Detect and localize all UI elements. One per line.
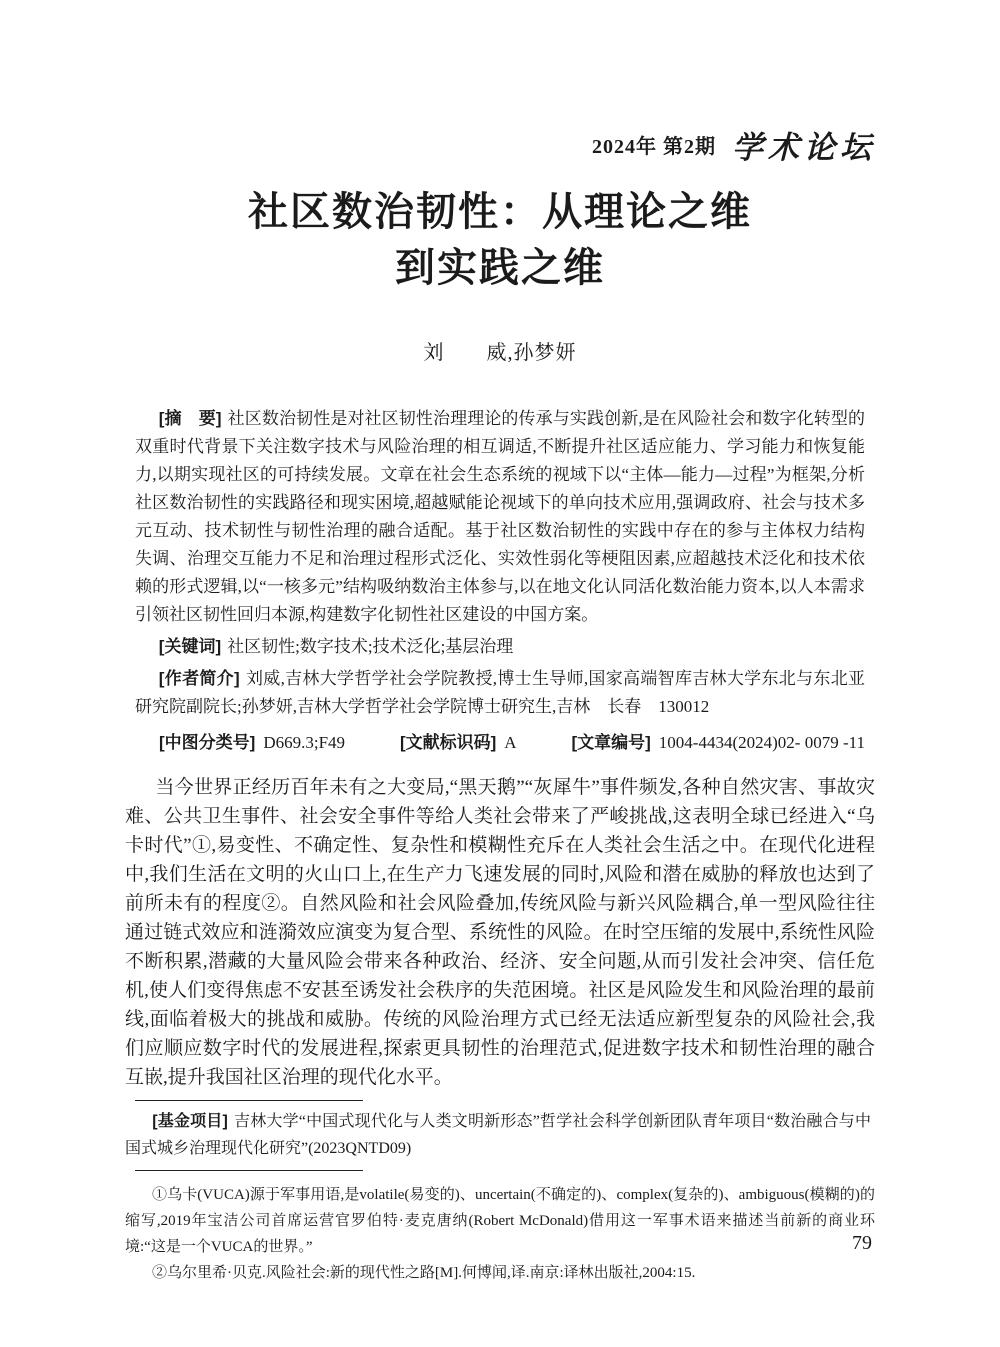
content-column	[125, 405, 875, 1286]
author-bio-label: [作者简介]	[158, 669, 240, 688]
footnote-divider	[135, 1170, 363, 1171]
document-code-value: A	[504, 733, 517, 752]
abstract-text: 社区数治韧性是对社区韧性治理理论的传承与实践创新,是在风险社会和数字化转型的双重时代背景下关注数字技术与风险治理的相互调适,不断提升社区适应能力、学习能力和恢复能力,以期实现社区的可持续发展。文章在社会生态系统的视域下以“主体—能力—过程”为框架,分析社区数治韧性的实践路径和现实困境,超越赋能论视域下的单向技术应用,强调政府、社会与技术多元互动、技术韧性与韧性治理的融合适配。基于社区数治韧性的实践中存在的参与主体权力结构失调、治理交互能力不足和治理过程形式泛化、实效性弱化等梗阻因素,应超越技术泛化和技术依赖的形式逻辑,以“一核多元”结构吸纳数治主体参与,以在地文化认同活化数治能力资本,以人本需求引领社区韧性回归本源,构建数字化韧性社区建设的中国方案。	[135, 409, 865, 624]
clc-number	[159, 729, 345, 757]
issue-info: 2024年 第2期	[592, 136, 716, 158]
fund-note	[125, 1108, 875, 1162]
meta-block	[125, 405, 875, 757]
authors: 刘 威,孙梦妍	[423, 342, 577, 364]
document-code-label: [文献标识码]	[399, 733, 497, 752]
clc-label: [中图分类号]	[159, 733, 256, 752]
fund-text: 吉林大学“中国式现代化与人类文明新形态”哲学社会科学创新团队青年项目“数治融合与中国式城乡治理现代化研究”(2023QNTD09)	[125, 1113, 871, 1157]
document-code	[400, 729, 517, 757]
keywords-text: 社区韧性;数字技术;技术泛化;基层治理	[227, 637, 514, 656]
journal-logo: 学术论坛	[732, 130, 876, 165]
article-id-value: 1004-4434(2024)02- 0079 -11	[658, 733, 865, 752]
clc-value: D669.3;F49	[263, 733, 346, 752]
abstract	[135, 405, 865, 629]
author-bio-text: 刘威,吉林大学哲学社会学院教授,博士生导师,国家高端智库吉林大学东北与东北亚研究院副院长;孙梦妍,吉林大学哲学社会学院博士研究生,吉林 长春 130012	[135, 669, 866, 716]
footnote-2: ②乌尔里希·贝克.风险社会:新的现代性之路[M].何博闻,译.南京:译林出版社,2004:15.	[152, 1265, 696, 1281]
footnotes	[125, 1182, 875, 1286]
journal-header	[592, 122, 876, 167]
body-paragraph: 当今世界正经历百年未有之大变局,“黑天鹅”“灰犀牛”事件频发,各种自然灾害、事故灾难、公共卫生事件、社会安全事件等给人类社会带来了严峻挑战,这表明全球已经进入“乌卡时代”①,易变性、不确定性、复杂性和模糊性充斥在人类社会生活之中。在现代化进程中,我们生活在文明的火山口上,在生产力飞速发展的同时,风险和潜在威胁的释放也达到了前所未有的程度②。自然风险和社会风险叠加,传统风险与新兴风险耦合,单一型风险往往通过链式效应和涟漪效应演变为复合型、系统性的风险。在时空压缩的发展中,系统性风险不断积累,潜藏的大量风险会带来各种政治、经济、安全问题,从而引发社会冲突、信任危机,使人们变得焦虑不安甚至诱发社会秩序的失范困境。社区是风险发生和风险治理的最前线,面临着极大的挑战和威胁。传统的风险治理方式已经无法适应新型复杂的风险社会,我们应顺应数字时代的发展进程,探索更具韧性的治理范式,促进数字技术和韧性治理的融合互嵌,提升我国社区治理的现代化水平。	[125, 777, 875, 1088]
article-id	[571, 729, 865, 757]
author-bio	[135, 665, 865, 721]
classification-row	[135, 729, 865, 757]
article-id-label: [文章编号]	[571, 733, 651, 752]
fund-divider	[135, 1100, 363, 1101]
article-title-line1: 社区数治韧性：从理论之维	[248, 190, 752, 234]
page-number: 79	[852, 1232, 872, 1254]
keywords-label: [关键词]	[158, 637, 222, 656]
abstract-label: [摘 要]	[158, 409, 222, 428]
article-title-line2: 到实践之维	[395, 246, 605, 290]
fund-label: [基金项目]	[152, 1113, 228, 1130]
footnote-1: ①乌卡(VUCA)源于军事用语,是volatile(易变的)、uncertain(不确定的)、complex(复杂的)、ambiguous(模糊的)的缩写,2019年宝洁公司首席运营官罗伯特·麦克唐纳(Robert McDonald)借用这一军事术语来描述当前新的商业环境:“这是一个VUCA的世界。”	[125, 1187, 875, 1255]
keywords	[135, 633, 865, 661]
